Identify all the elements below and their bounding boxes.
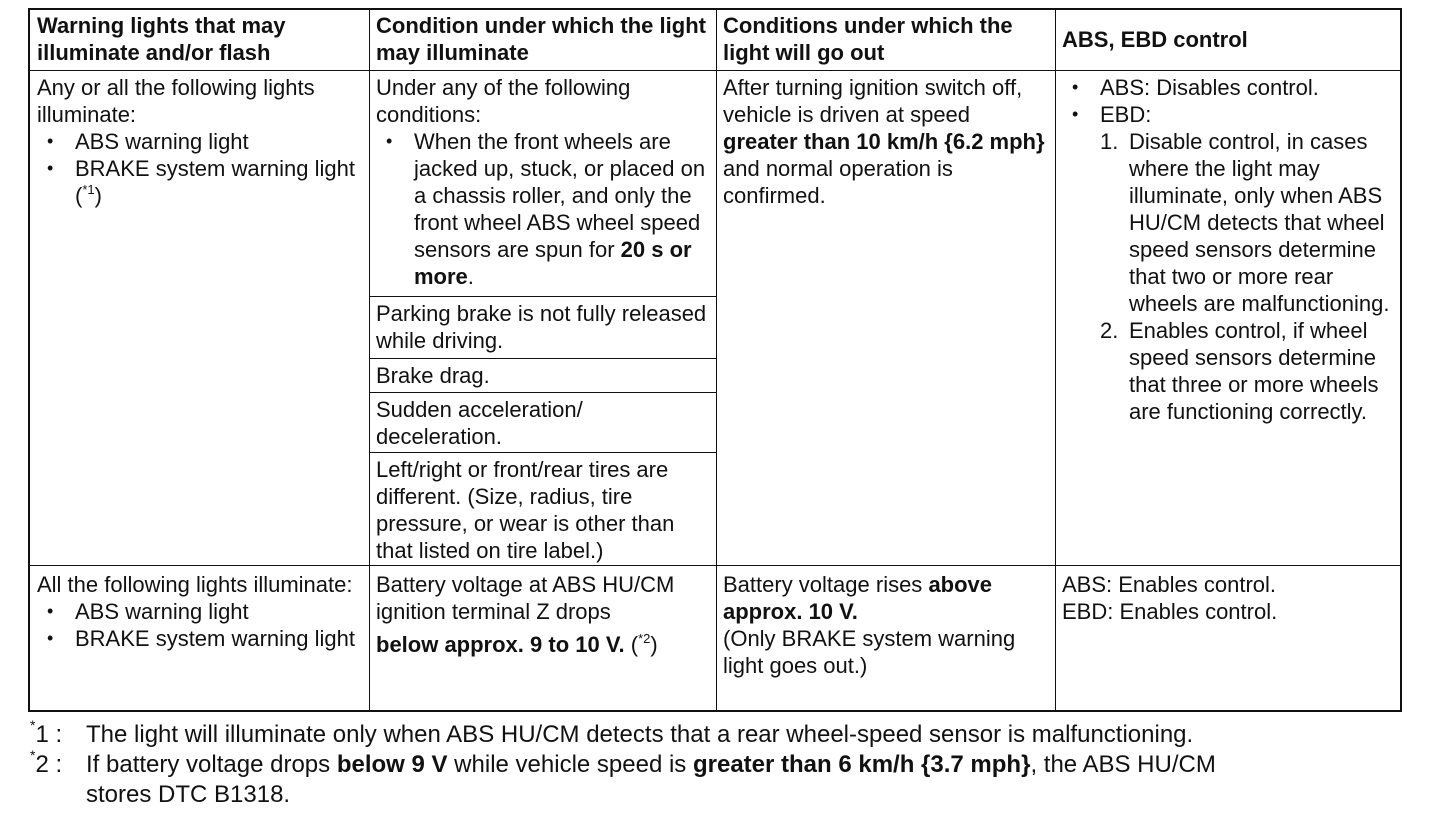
condition-divider — [369, 452, 716, 453]
row-divider — [30, 565, 1400, 566]
lights-intro: All the following lights illuminate: — [37, 572, 353, 597]
list-item: 2. Enables control, if wheel speed sensors determine that three or more wheels are functioning correctly. — [1100, 318, 1379, 424]
list-item: • When the front wheels are jacked up, stuck, or placed on a chassis roller, and only the front wheel ABS wheel speed sensors are spun for 20 s or more. — [376, 128, 709, 290]
row1-condition-tires: Left/right or front/rear tires are different. (Size, radius, tire pressure, or wear is other than that listed on tire label.) — [376, 457, 675, 563]
condition-divider — [369, 358, 716, 359]
list-item: • EBD: — [1062, 101, 1400, 128]
lights-intro: Any or all the following lights illuminate: — [37, 75, 315, 127]
list-item: • ABS warning light — [37, 128, 355, 155]
footnote-2-continued: stores DTC B1318. — [86, 781, 291, 808]
condition-divider — [369, 296, 716, 297]
header-condition-go-out: Conditions under which the light will go out — [723, 13, 1013, 65]
row2-condition: Battery voltage at ABS HU/CM ignition terminal Z drops below approx. 9 to 10 V. ($^{*2}$) — [376, 572, 675, 657]
footnote-2: *2 : If battery voltage drops below 9 V while vehicle speed is greater than 6 km/h {3.7 mph}, the ABS HU/CM — [30, 747, 1216, 778]
row2-warning-lights — [30, 571, 355, 652]
header-divider — [30, 70, 1400, 71]
warning-light-table — [28, 8, 1402, 712]
row1-condition-parking-brake: Parking brake is not fully released while driving. — [376, 301, 707, 353]
condition-intro: Under any of the following conditions: — [376, 75, 631, 127]
list-item: • ABS warning light — [37, 598, 355, 625]
condition-divider — [369, 392, 716, 393]
list-item: 1. Disable control, in cases where the light may illuminate, only when ABS HU/CM detects that wheel speed sensors determine that two or more rear wheels are malfunctioning. — [1100, 129, 1390, 316]
header-condition-illuminate: Condition under which the light may illuminate — [376, 13, 706, 65]
row1-light-goes-out: After turning ignition switch off, vehicle is driven at speed greater than 10 km/h {6.2 mph} and normal operation is confirmed. — [723, 75, 1045, 208]
header-warning-lights: Warning lights that may illuminate and/or flash — [37, 13, 286, 65]
list-item: • BRAKE system warning light ($^{*1}$) — [37, 155, 355, 209]
header-abs-ebd-control: ABS, EBD control — [1062, 27, 1248, 52]
row1-warning-lights — [30, 74, 355, 209]
row1-abs-ebd-control — [1055, 74, 1400, 425]
list-item: • ABS: Disables control. — [1062, 74, 1400, 101]
row2-abs-ebd-control: ABS: Enables control. EBD: Enables control. — [1062, 572, 1278, 624]
row1-condition-acceleration: Sudden acceleration/ deceleration. — [376, 397, 583, 449]
row1-condition-main — [369, 74, 709, 290]
list-item: • BRAKE system warning light — [37, 625, 355, 652]
row1-condition-brake-drag: Brake drag. — [376, 363, 490, 388]
row2-light-goes-out: Battery voltage rises above approx. 10 V. (Only BRAKE system warning light goes out.) — [723, 572, 1016, 678]
footnote-1: *1 : The light will illuminate only when ABS HU/CM detects that a rear wheel-speed sensor is malfunctioning. — [30, 717, 1194, 748]
